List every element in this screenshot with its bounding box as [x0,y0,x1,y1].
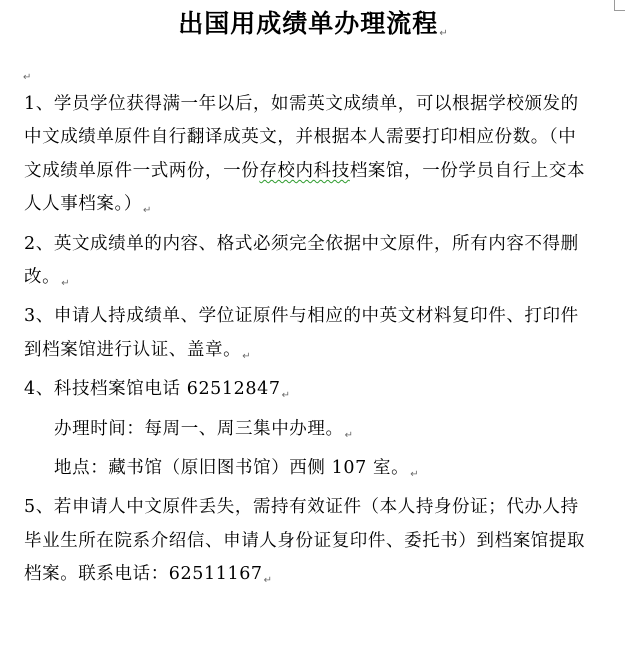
paragraph-mark-icon: ↵ [142,205,152,217]
document-body [24,88,590,598]
item-number: 3、 [24,306,54,327]
paragraph-mark-icon: ↵ [61,278,71,290]
location-line [24,452,590,491]
list-item-4 [24,373,590,412]
item-text: 学员学位获得满一年以后，如需英文成绩单，可以根据学校颁发的中文成绩单原件自行翻译成英文，并根据本人需要打印相应份数。（中文成绩单原件一式两份，一份 [24,94,579,181]
item-number: 5、 [24,497,54,518]
grammar-flagged-text[interactable]: 存校内科技 [259,160,350,181]
item-text-continued: 档案馆，一份学员自行上交本人人事档案。） [24,160,586,215]
paragraph-mark-icon: ↵ [23,72,32,83]
location-text: 地点：藏书馆（原旧图书馆）西侧 107 室。 [54,458,410,479]
item-number: 1、 [24,94,54,114]
document-title [0,6,627,52]
empty-paragraph [22,62,31,87]
item-number: 4、 [24,379,54,400]
list-item-5 [24,491,590,597]
list-item-3 [24,300,590,373]
item-text: 申请人持成绩单、学位证原件与相应的中英文材料复印件、打印件到档案馆进行认证、盖章。 [24,306,579,360]
list-item-2 [24,228,590,301]
paragraph-mark-icon: ↵ [242,350,252,362]
item-text: 英文成绩单的内容、格式必须完全依据中文原件，所有内容不得删改。 [24,233,579,288]
item-number: 2、 [24,233,54,254]
paragraph-mark-icon: ↵ [263,575,273,587]
paragraph-mark-icon: ↵ [281,390,291,402]
office-hours-text: 办理时间：每周一、周三集中办理。 [54,418,344,439]
title-text: 出国用成绩单办理流程 [178,9,439,38]
list-item-1 [24,88,590,228]
paragraph-mark-icon: ↵ [439,28,449,39]
item-text: 科技档案馆电话 62512847 [53,379,281,400]
paragraph-mark-icon: ↵ [410,469,420,481]
office-hours-line [24,413,590,452]
item-text: 若申请人中文原件丢失，需持有效证件（本人持身份证；代办人持毕业生所在院系介绍信、申请人身份证复印件、委托书）到档案馆提取档案。联系电话：62511167 [24,497,586,585]
paragraph-mark-icon: ↵ [344,429,354,441]
